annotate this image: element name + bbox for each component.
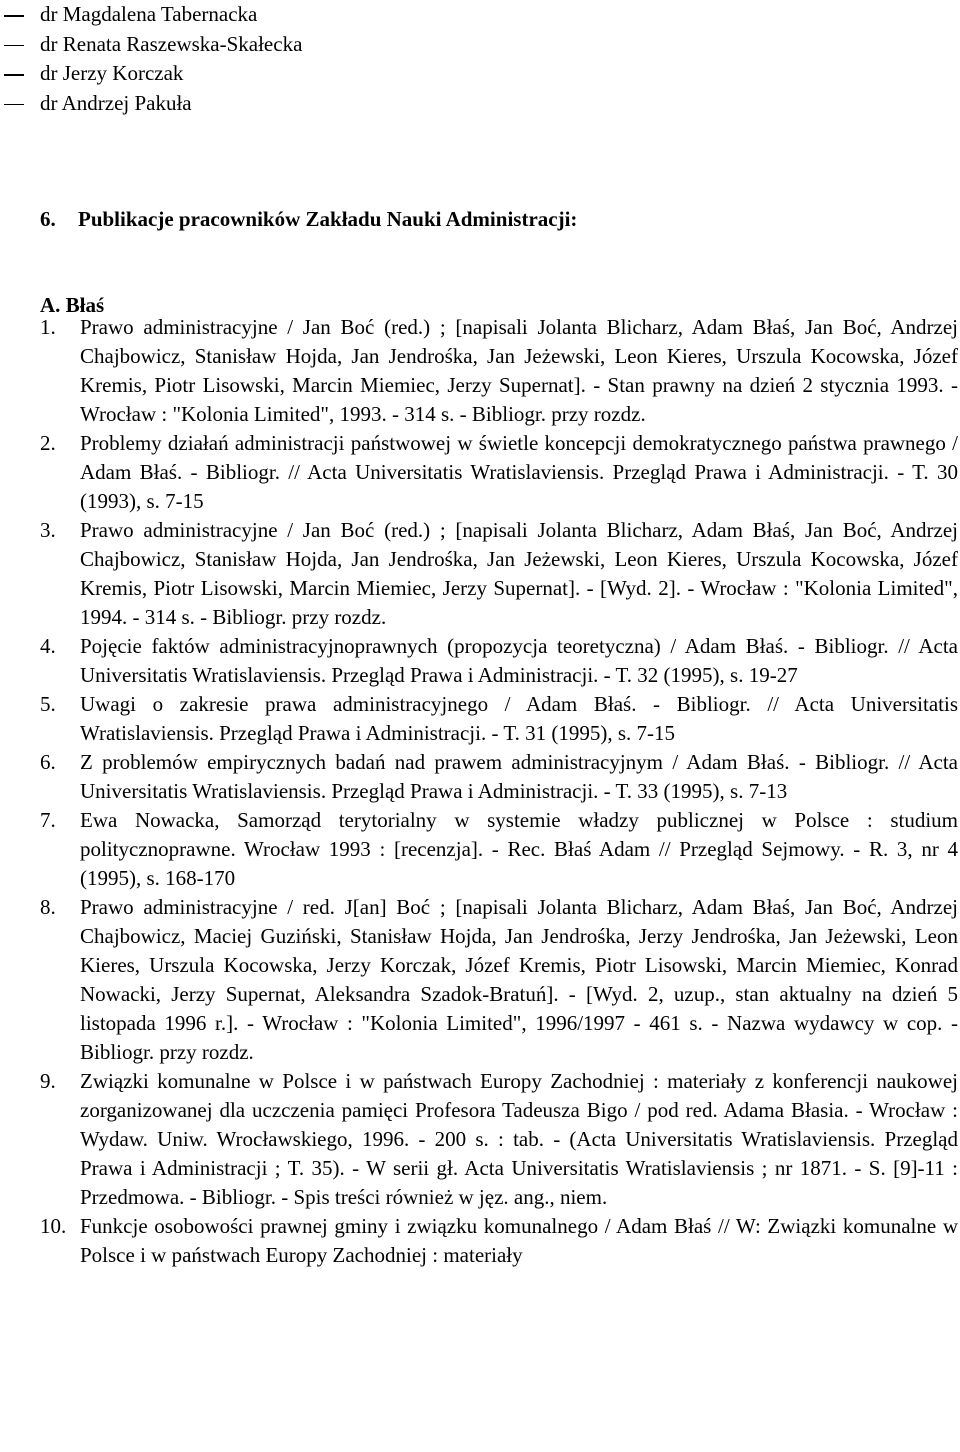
publication-item [40, 429, 958, 516]
publication-item [40, 1067, 958, 1212]
publication-text: Funkcje osobowości prawnej gminy i związku komunalnego / Adam Błaś // W: Związki komunalne w Polsce i w państwach Europy Zachodniej : materiały [80, 1214, 958, 1267]
publication-text: Ewa Nowacka, Samorząd terytorialny w systemie władzy publicznej w Polsce : studium politycznoprawne. Wrocław 1993 : [recenzja]. - Rec. Błaś Adam // Przegląd Sejmowy. - R. 3, nr 4 (1995), s. 168-170 [80, 808, 958, 890]
publication-number: 6. [40, 750, 56, 774]
publication-number: 1. [40, 315, 56, 339]
publication-text: Związki komunalne w Polsce i w państwach Europy Zachodniej : materiały z konferencji naukowej zorganizowanej dla uczczenia pamięci Profesora Tadeusza Bigo / pod red. Adama Błasia. - Wrocław : Wydaw. Uniw. Wrocławskiego, 1996. - 200 s. : tab. - (Acta Universitatis Wratislaviensis. Przegląd Prawa i Administracji ; T. 35). - W serii gł. Acta Universitatis Wratislaviensis ; nr 1871. - S. [9]-11 : Przedmowa. - Bibliogr. - Spis treści również w jęz. ang., niem. [80, 1069, 958, 1209]
publication-text: Problemy działań administracji państwowej w świetle koncepcji demokratycznego państwa prawnego / Adam Błaś. - Bibliogr. // Acta Universitatis Wratislaviensis. Przegląd Prawa i Administracji. - T. 30 (1993), s. 7-15 [80, 431, 958, 513]
section-title: Publikacje pracowników Zakładu Nauki Administracji: [78, 207, 578, 231]
author-heading: A. Błaś [40, 293, 105, 317]
publication-text: Uwagi o zakresie prawa administracyjnego / Adam Błaś. - Bibliogr. // Acta Universitatis Wratislaviensis. Przegląd Prawa i Administracji. - T. 31 (1995), s. 7-15 [80, 692, 958, 745]
publication-number: 3. [40, 518, 56, 542]
staff-name: dr Renata Raszewska-Skałecka [40, 31, 303, 56]
publication-list [40, 313, 958, 1270]
section-heading [40, 205, 577, 234]
publication-item [40, 516, 958, 632]
publication-text: Pojęcie faktów administracyjnoprawnych (propozycja teoretyczna) / Adam Błaś. - Bibliogr. // Acta Universitatis Wratislaviensis. Przegląd Prawa i Administracji. - T. 32 (1995), s. 19-27 [80, 634, 958, 687]
publication-text: Prawo administracyjne / Jan Boć (red.) ; [napisali Jolanta Blicharz, Adam Błaś, Jan Boć, Andrzej Chajbowicz, Stanisław Hojda, Jan Jendrośka, Jan Jeżewski, Leon Kieres, Urszula Kocowska, Józef Kremis, Piotr Lisowski, Marcin Miemiec, Jerzy Supernat]. - [Wyd. 2]. - Wrocław : "Kolonia Limited", 1994. - 314 s. - Bibliogr. przy rozdz. [80, 518, 958, 629]
staff-name: dr Andrzej Pakuła [40, 90, 192, 115]
publication-text: Prawo administracyjne / red. J[an] Boć ; [napisali Jolanta Blicharz, Adam Błaś, Jan Boć, Andrzej Chajbowicz, Maciej Guziński, Stanisław Hojda, Jan Jendrośka, Jerzy Jendrośka, Jan Jeżewski, Leon Kieres, Urszula Kocowska, Jerzy Korczak, Józef Kremis, Piotr Lisowski, Marcin Miemiec, Konrad Nowacki, Jerzy Supernat, Aleksandra Szadok-Bratuń]. - [Wyd. 2, uzup., stan aktualny na dzień 5 listopada 1996 r.]. - Wrocław : "Kolonia Limited", 1996/1997 - 461 s. - Nazwa wydawcy w cop. - Bibliogr. przy rozdz. [80, 895, 958, 1064]
publication-number: 5. [40, 692, 56, 716]
publication-number: 4. [40, 634, 56, 658]
publication-number: 10. [40, 1214, 67, 1238]
publication-item [40, 893, 958, 1067]
dash-bullet [4, 74, 24, 76]
publication-number: 9. [40, 1069, 56, 1093]
publication-text: Z problemów empirycznych badań nad prawem administracyjnym / Adam Błaś. - Bibliogr. // Acta Universitatis Wratislaviensis. Przegląd Prawa i Administracji. - T. 33 (1995), s. 7-13 [80, 750, 958, 803]
publication-number: 2. [40, 431, 56, 455]
publication-item [40, 748, 958, 806]
publication-item [40, 632, 958, 690]
dash-bullet [4, 45, 24, 47]
publication-number: 8. [40, 895, 56, 919]
publication-item [40, 806, 958, 893]
publication-item [40, 690, 958, 748]
section-number: 6. [40, 207, 56, 231]
publication-item [40, 1212, 958, 1270]
staff-name: dr Jerzy Korczak [40, 61, 184, 85]
staff-name: dr Magdalena Tabernacka [40, 2, 258, 26]
dash-bullet [4, 104, 24, 106]
publication-item [40, 313, 958, 429]
dash-bullet [4, 15, 24, 17]
publication-text: Prawo administracyjne / Jan Boć (red.) ; [napisali Jolanta Blicharz, Adam Błaś, Jan Boć, Andrzej Chajbowicz, Stanisław Hojda, Jan Jendrośka, Jan Jeżewski, Leon Kieres, Urszula Kocowska, Józef Kremis, Piotr Lisowski, Marcin Miemiec, Jerzy Supernat]. - Stan prawny na dzień 2 stycznia 1993. - Wrocław : "Kolonia Limited", 1993. - 314 s. - Bibliogr. przy rozdz. [80, 315, 958, 426]
publication-number: 7. [40, 808, 56, 832]
